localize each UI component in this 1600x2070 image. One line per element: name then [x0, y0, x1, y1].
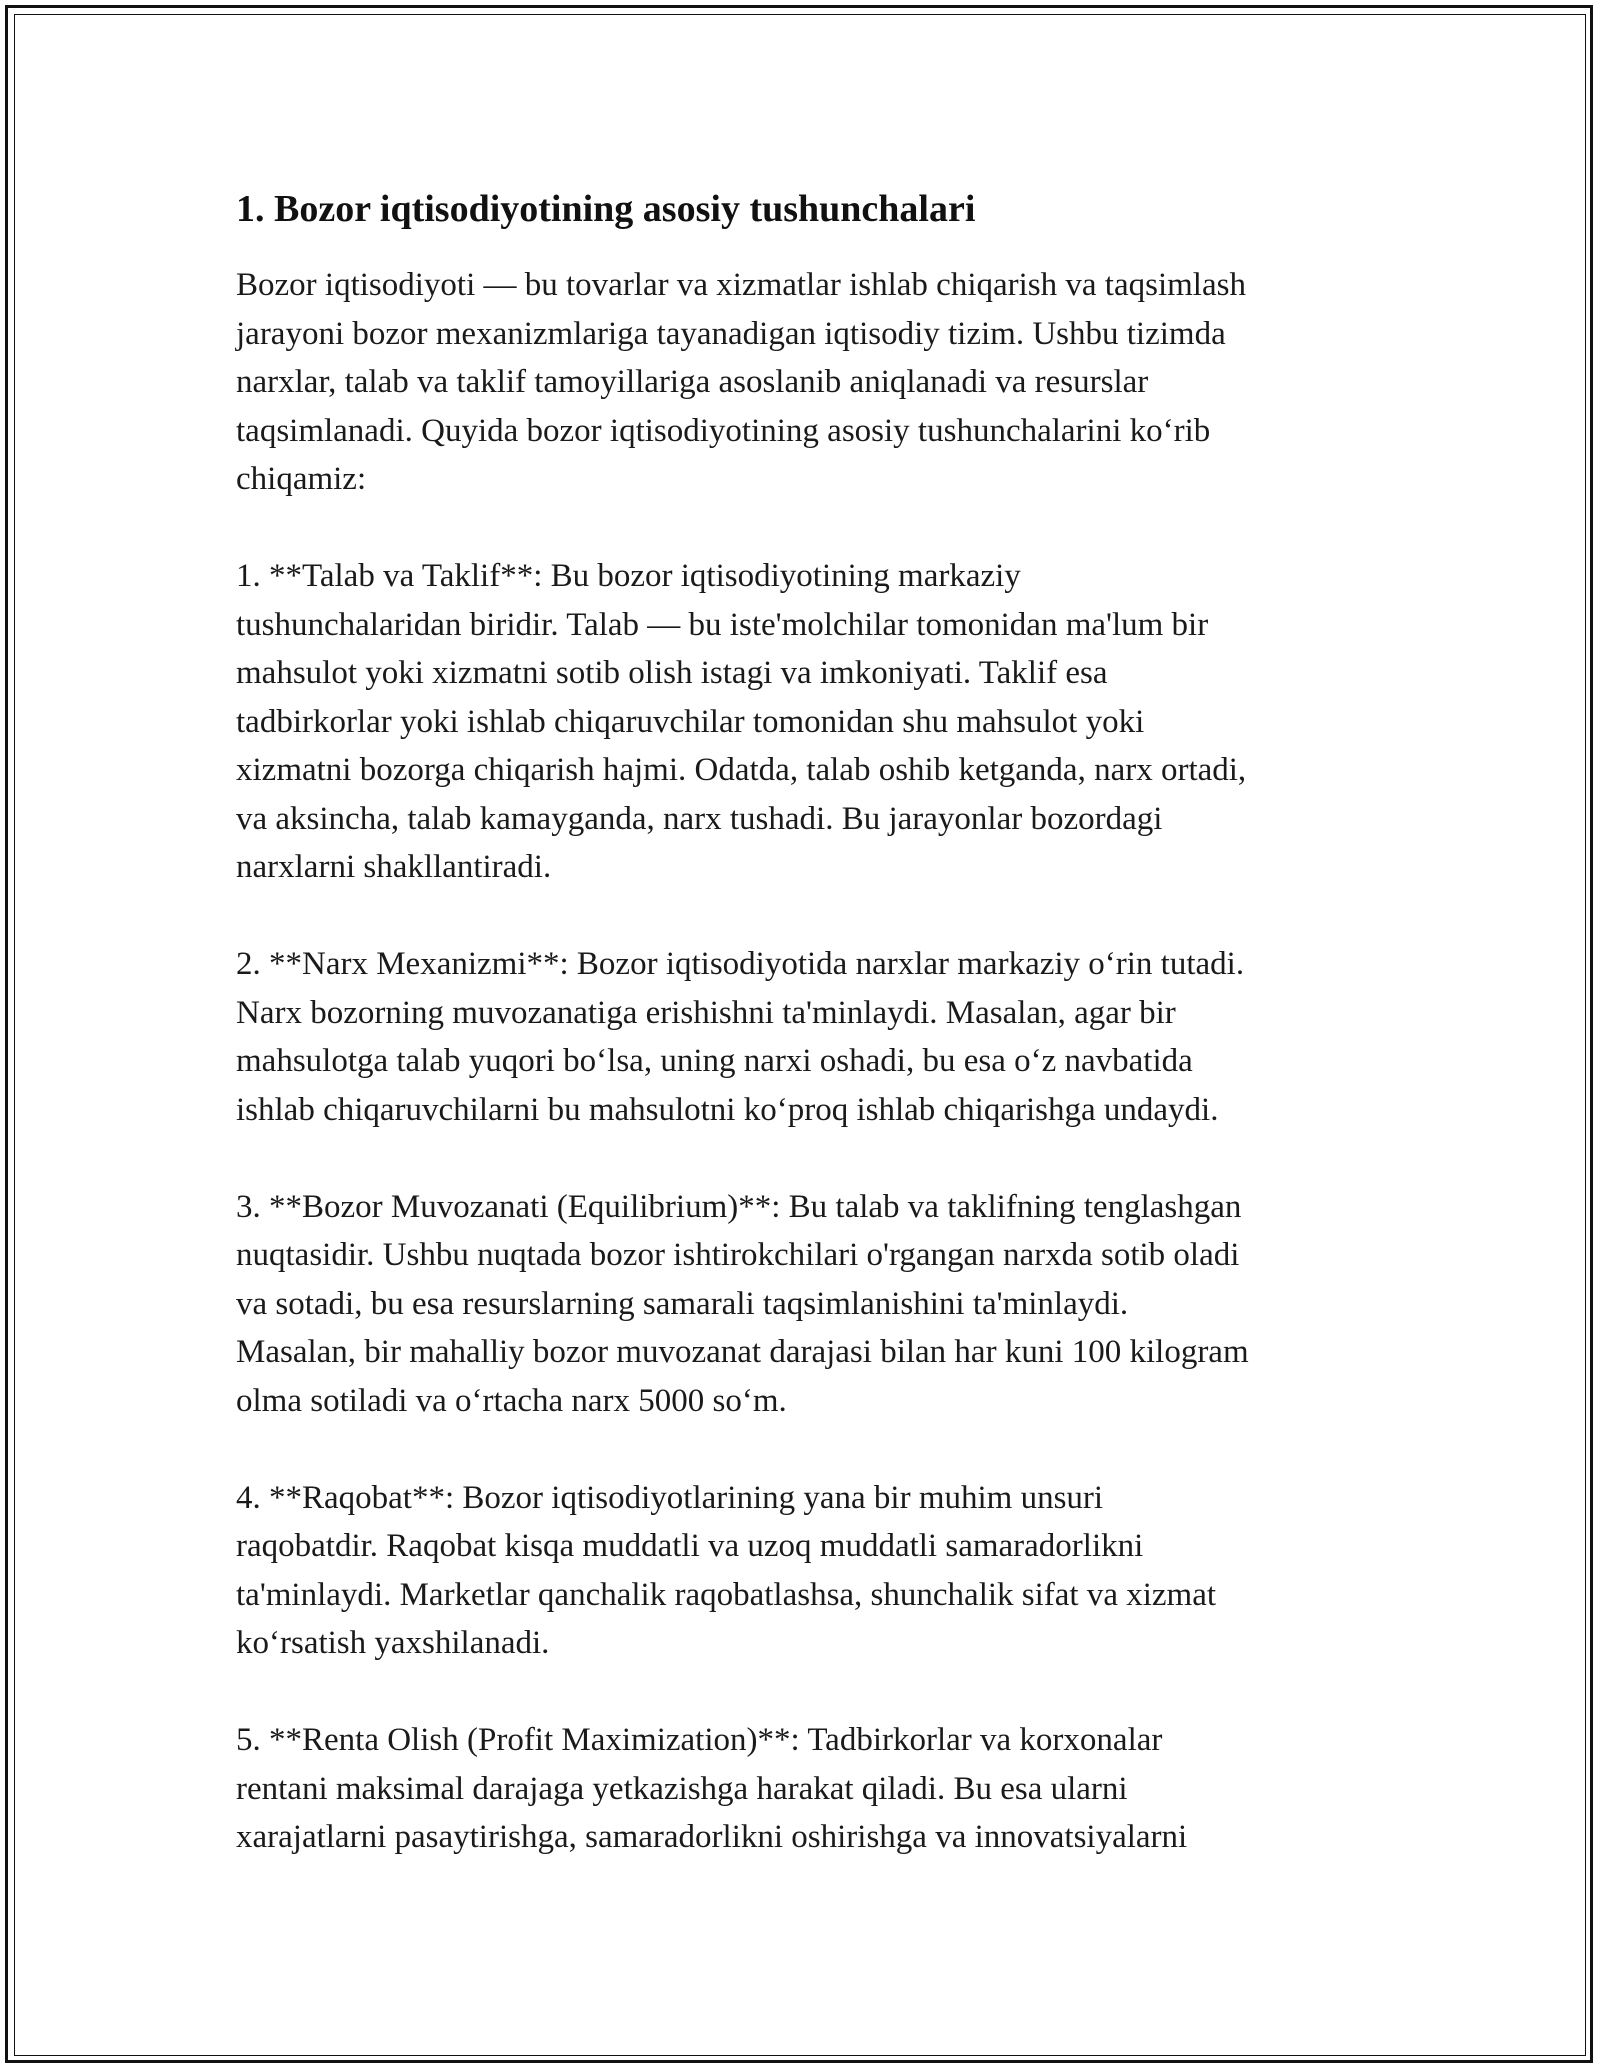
document-title: 1. Bozor iqtisodiyotining asosiy tushunchalari — [236, 188, 976, 230]
list-item-talab-va-taklif: 1. **Talab va Taklif**: Bu bozor iqtisodiyotining markaziy tushunchalaridan biridir. Talab — bu iste'molchilar tomonidan ma'lum bir mahsulot yoki xizmatni sotib olish istagi va imkoniyati. Taklif esa tadbirkorlar yoki ishlab chiqaruvchilar tomonidan shu mahsulot yoki xizmatni bozorga chiqarish hajmi. Odatda, talab oshib ketganda, narx ortadi, va aksincha, talab kamayganda, narx tushadi. Bu jarayonlar bozordagi narxlarni shakllantiradi. — [236, 558, 1247, 885]
intro-paragraph: Bozor iqtisodiyoti — bu tovarlar va xizmatlar ishlab chiqarish va taqsimlash jarayoni bozor mexanizmlariga tayanadigan iqtisodiy tizim. Ushbu tizimda narxlar, talab va taklif tamoyillariga asoslanib aniqlanadi va resurslar taqsimlanadi. Quyida bozor iqtisodiyotining asosiy tushunchalarini ko‘rib chiqamiz: — [236, 267, 1246, 497]
list-item-raqobat: 4. **Raqobat**: Bozor iqtisodiyotlarining yana bir muhim unsuri raqobatdir. Raqobat kisqa muddatli va uzoq muddatli samaradorlikni ta'minlaydi. Marketlar qanchalik raqobatlashsa, shunchalik sifat va xizmat ko‘rsatish yaxshilanadi. — [236, 1479, 1217, 1661]
document-page — [236, 185, 1366, 1862]
list-item-bozor-muvozanati: 3. **Bozor Muvozanati (Equilibrium)**: Bu talab va taklifning tenglashgan nuqtasidir. Ushbu nuqtada bozor ishtirokchilari o'rgangan narxda sotib oladi va sotadi, bu esa resurslarning samarali taqsimlanishini ta'minlaydi. Masalan, bir mahalliy bozor muvozanat darajasi bilan har kuni 100 kilogram olma sotiladi va o‘rtacha narx 5000 so‘m. — [236, 1188, 1249, 1419]
list-item-narx-mexanizmi: 2. **Narx Mexanizmi**: Bozor iqtisodiyotida narxlar markaziy o‘rin tutadi. Narx bozorning muvozanatiga erishishni ta'minlaydi. Masalan, agar bir mahsulotga talab yuqori bo‘lsa, uning narxi oshadi, bu esa o‘z navbatida ishlab chiqaruvchilarni bu mahsulotni ko‘proq ishlab chiqarishga undaydi. — [236, 946, 1245, 1128]
list-item-renta-olish: 5. **Renta Olish (Profit Maximization)**: Tadbirkorlar va korxonalar rentani maksimal darajaga yetkazishga harakat qiladi. Bu esa ularni xarajatlarni pasaytirishga, samaradorlikni oshirishga va innovatsiyalarni — [236, 1722, 1188, 1855]
